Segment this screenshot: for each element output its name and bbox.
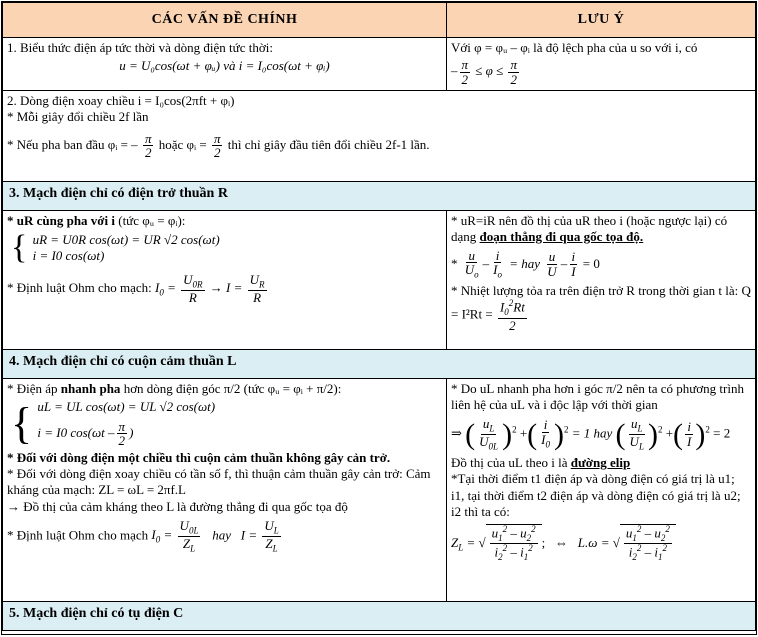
row1-formula: u = U₀cos(ωt + φᵤ) và i = I₀cos(ωt + φᵢ) xyxy=(119,58,330,74)
sec4-right-graph: Đồ thị của uL theo i là đường elip xyxy=(451,455,631,470)
sec3-sys2: i = I0 cos(ωt) xyxy=(32,248,105,264)
sec3-head: * uR cùng pha với i xyxy=(7,213,115,228)
header-row xyxy=(3,3,756,38)
section4-header xyxy=(3,350,756,379)
section5-title: 5. Mạch điện chỉ có tụ điện C xyxy=(3,602,756,631)
sec3-right-b3: * Nhiệt lượng tỏa ra trên điện trở R trong thời gian t là: Q = I²Rt = $\frac{I_0^2Rt}{2}$ xyxy=(451,283,751,333)
row-instantaneous xyxy=(3,38,756,91)
sec3-right-b2: * $\frac{u}{U_o}$ – $\frac{i}{I_o}$ = hay $\frac{u}{U}$ – $\frac{i}{I}$ = 0 xyxy=(451,247,600,280)
summary-table xyxy=(2,2,756,631)
sec4-sys2: i = I0 cos(ωt – xyxy=(37,424,115,440)
sec4-ellipse-eq: ⇒ ( $\frac{u_L}{U_{0L}}$ )$^2$ +( $\frac{i}{I_0}$ )$^2$ = 1 hay ( $\frac{u_L}{U_L}$ )$^2$ +( $\frac{i}{I}$ )$^2$ = 2 xyxy=(451,415,731,452)
ellipse-graph-note: đường elip xyxy=(570,455,631,470)
row2-bullet1: * Mỗi giây đổi chiều 2f lần xyxy=(7,109,149,125)
sec3-right xyxy=(447,211,756,350)
sec4-left xyxy=(3,379,447,602)
sec4-graph-note: → Đồ thị của cảm kháng theo L là đường thẳng đi qua gốc tọa độ xyxy=(7,498,348,514)
sec3-head-note: (tức φᵤ = φᵢ): xyxy=(118,213,186,228)
document-table-wrapper xyxy=(1,1,757,635)
row2-bullet2: * Nếu pha ban đầu φᵢ = – $\frac{\pi}{2}$ hoặc φᵢ = $\frac{\pi}{2}$ thì chỉ giây đầu tiên đổi chiều 2f-1 lần. xyxy=(7,130,430,161)
row2-cell xyxy=(3,91,756,182)
sec4-right-b1: * Do uL nhanh pha hơn i góc π/2 nên ta có phương trình liên hệ của uL và i độc lập với thời gian xyxy=(451,381,744,413)
sec4-intro: * Điện áp nhanh pha hơn dòng điện góc π/2 (tức φᵤ = φᵢ + π/2): xyxy=(7,381,342,396)
sec3-left xyxy=(3,211,447,350)
phase-range: – $\frac{\pi}{2}$ ≤ φ ≤ $\frac{\pi}{2}$ xyxy=(451,57,517,87)
section4-title: 4. Mạch điện chỉ có cuộn cảm thuần L xyxy=(3,350,756,379)
section3-content xyxy=(3,211,756,350)
section5-header xyxy=(3,602,756,631)
sec4-ohm: * Định luật Ohm cho mạch $I_0$ = $\frac{U_{0L}}{Z_L}$ hay I = $\frac{U_L}{Z_L}$ xyxy=(7,517,279,554)
section3-header xyxy=(3,182,756,211)
sec3-sys1: uR = U0R cos(ωt) = UR √2 cos(ωt) xyxy=(32,232,220,247)
section4-content xyxy=(3,379,756,602)
sec3-ohm: * Định luật Ohm cho mạch: $I_0$ = $\frac{U_{0R}}{R}$ → I = $\frac{U_R}{R}$ xyxy=(7,272,265,306)
sec4-dc-note: * Đối với dòng điện một chiều thì cuộn cảm thuần không gây cản trở. xyxy=(7,449,391,465)
row-ac-current xyxy=(3,91,756,182)
frac-neg-pi-2: $\frac{\pi}{2}$ xyxy=(461,57,469,87)
sec4-right xyxy=(447,379,756,602)
row1-right-text: Với φ = φᵤ – φᵢ là độ lệch pha của u so với i, có xyxy=(451,40,698,55)
sec4-sys1: uL = UL cos(ωt) = UL √2 cos(ωt) xyxy=(37,399,216,415)
row1-right xyxy=(447,38,756,91)
sec4-zl-formula: $Z_L$ = √ $\frac{u_1^2 - u_2^2}{i_2^2 - i_1^2}$ ; ⇔ L.ω = √ $\frac{u_1^2 - u_2^2}{i_2^2 - i_1^2}$ xyxy=(451,524,751,563)
sec4-ac-note: * Đối với dòng điện xoay chiều có tần số f, thì thuận cảm thuần gây cản trở: Cảm kháng của mạch: ZL = ωL = 2πf.L xyxy=(7,466,431,498)
row2-title: 2. Dòng điện xoay chiều i = I₀cos(2πft + φᵢ) xyxy=(7,93,235,108)
frac-pi-2: $\frac{\pi}{2}$ xyxy=(510,57,517,87)
sec3-system: { uR = U0R cos(ωt) = UR √2 cos(ωt) i = I0 cos(ωt) xyxy=(11,229,220,267)
row1-left xyxy=(3,38,447,91)
range-mid: ≤ φ ≤ xyxy=(475,63,504,79)
sec3-right-b1: * uR=iR nên đồ thị của uR theo i (hoặc ngược lại) có dạng đoạn thẳng đi qua gốc tọa độ. xyxy=(451,213,728,245)
sec4-system: { uL = UL cos(ωt) = UL √2 cos(ωt) i = I0 cos(ωt – $\frac{\pi}{2}$ ) xyxy=(11,398,216,449)
sec4-right-time: *Tại thời điểm t1 điện áp và dòng điện có giá trị là u1; i1, tại thời điểm t2 điện áp và dòng điện có giá trị là u2; i2 thì ta có: xyxy=(451,471,741,519)
header-notes: LƯU Ý xyxy=(447,3,756,38)
section3-title: 3. Mạch điện chỉ có điện trở thuần R xyxy=(3,182,756,211)
row1-title: 1. Biểu thức điện áp tức thời và dòng điện tức thời: xyxy=(7,40,273,55)
linear-graph-note: đoạn thẳng đi qua gốc tọa độ. xyxy=(479,229,644,245)
header-main-issues: CÁC VẤN ĐỀ CHÍNH xyxy=(3,3,447,38)
